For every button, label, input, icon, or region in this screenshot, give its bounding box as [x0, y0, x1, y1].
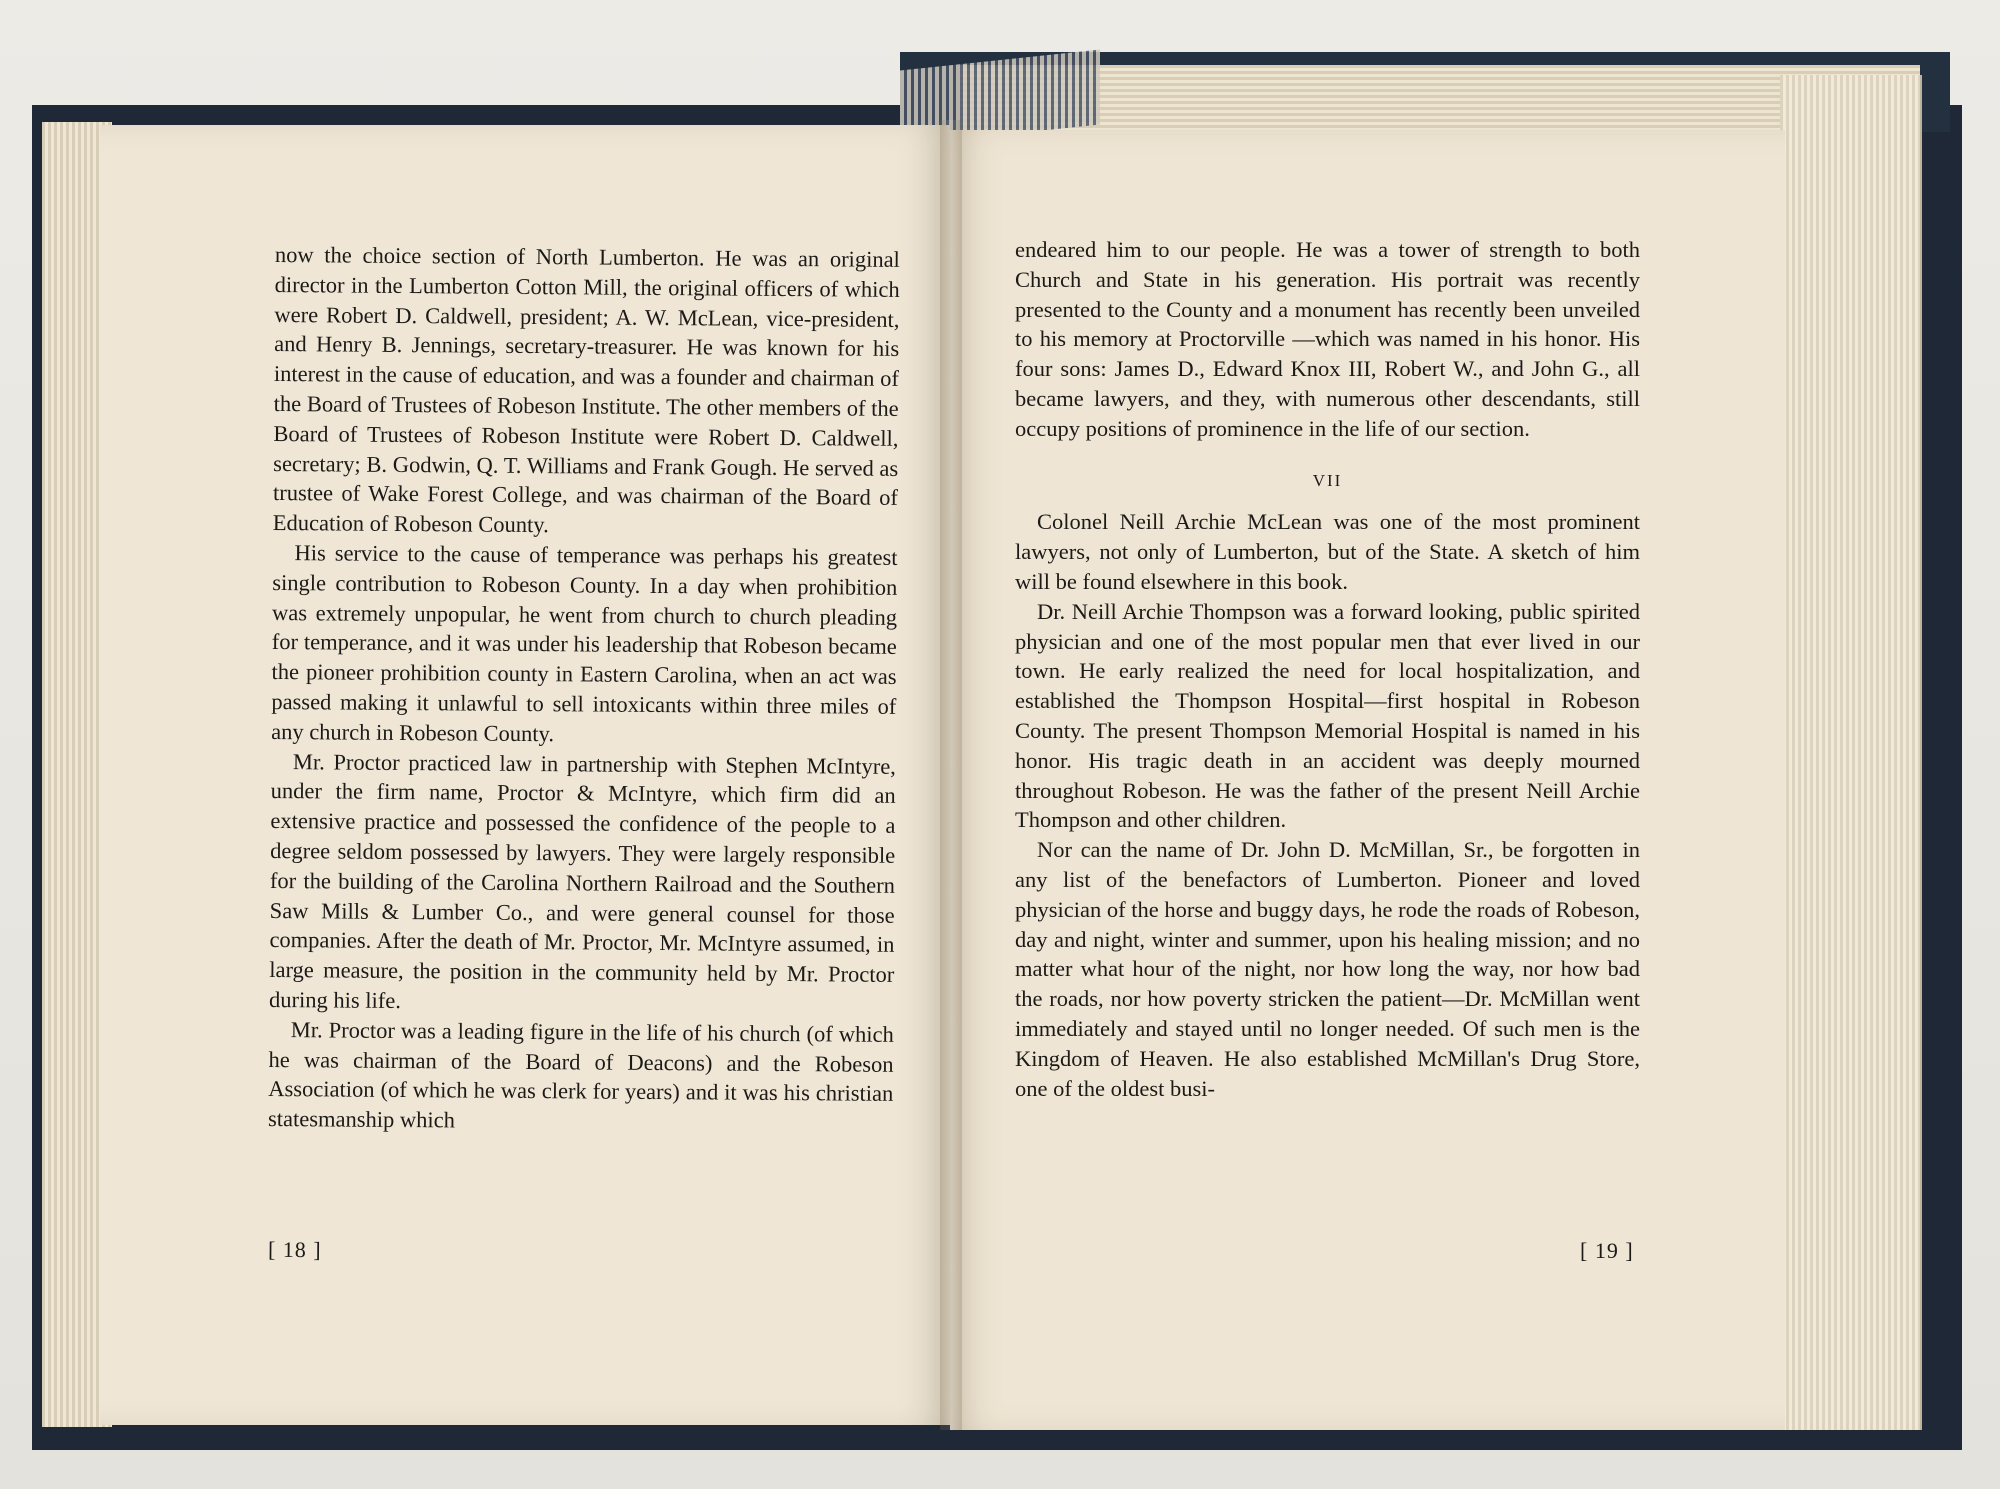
left-paragraph-4: Mr. Proctor was a leading figure in the life of his church (of which he was chairman of the Board of Deacons) and the Robeson Association (of which he was clerk for years) and it was his christian statesmanship which: [268, 1016, 894, 1133]
page-number-right: [ 19 ]: [1580, 1238, 1634, 1263]
left-paragraph-2: His service to the cause of temperance was perhaps his greatest single contribution to Robeson County. In a day when prohibition was extremely unpopular, he went from church to church pleading for temperance, and it was under his leadership that Robeson became the pioneer prohibition county in Eastern Carolina, when an act was passed making it unlawful to sell intoxicants within three miles of any church in Robeson County.: [271, 540, 898, 746]
page-number-left: [ 18 ]: [267, 1236, 322, 1263]
left-page: [100, 125, 950, 1425]
page-stack-right: [1780, 75, 1922, 1430]
left-paragraph-3: Mr. Proctor practiced law in partnership with Stephen McIntyre, under the firm name, Proctor & McIntyre, which firm did an extensive practice and possessed the confidence of the people to a degree seldom possessed by lawyers. They were largely responsible for the building of the Carolina Northern Railroad and the Southern Saw Mills & Lumber Co., and were general counsel for those companies. After the death of Mr. Proctor, Mr. McIntyre assumed, in large measure, the position in the community held by Mr. Proctor during his life.: [268, 748, 896, 1013]
left-page-body: [268, 240, 900, 1139]
right-paragraph-2: Colonel Neill Archie McLean was one of the most prominent lawyers, not only of Lumberton, but of the State. A sketch of him will be found elsewhere in this book.: [1015, 509, 1640, 594]
section-heading: VII: [1312, 470, 1343, 490]
book-gutter: [940, 120, 962, 1430]
page-stack-top: [960, 65, 1920, 133]
left-paragraph-1: now the choice section of North Lumberton. He was an original director in the Lumberton Cotton Mill, the original officers of which were Robert D. Caldwell, president; A. W. McLean, vice-president, and Henry B. Jennings, secretary-treasurer. He was known for his interest in the cause of education, and was a founder and chairman of the Board of Trustees of Robeson Institute. The other members of the Board of Trustees of Robeson Institute were Robert D. Caldwell, secretary; B. Godwin, Q. T. Williams and Frank Gough. He served as trustee of Wake Forest College, and was chairman of the Board of Education of Robeson County.: [272, 241, 900, 538]
right-paragraph-3: Dr. Neill Archie Thompson was a forward looking, public spirited physician and one of the most popular men that ever lived in our town. He early realized the need for local hospitalization, and established the Thompson Hospital—first hospital in Robeson County. The present Thompson Memorial Hospital is named in his honor. His tragic death in an accident was deeply mourned throughout Robeson. He was the father of the present Neill Archie Thompson and other children.: [1015, 598, 1640, 833]
right-page: [950, 130, 1785, 1430]
right-page-body: [1015, 235, 1640, 1103]
right-paragraph-1: endeared him to our people. He was a tower of strength to both Church and State in his generation. His portrait was recently presented to the County and a monument has recently been unveiled to his memory at Proctorville —which was named in his honor. His four sons: James D., Edward Knox III, Robert W., and John G., all became lawyers, and they, with numerous other descendants, still occupy positions of prominence in the life of our section.: [1015, 237, 1640, 441]
right-paragraph-4: Nor can the name of Dr. John D. McMillan, Sr., be forgotten in any list of the benefactors of Lumberton. Pioneer and loved physician of the horse and buggy days, he rode the roads of Robeson, day and night, winter and summer, upon his healing mission; and no matter what hour of the night, nor how long the way, nor how bad the roads, nor how poverty stricken the patient—Dr. McMillan went immediately and stayed until no longer needed. Of such men is the Kingdom of Heaven. He also established McMillan's Drug Store, one of the oldest busi-: [1015, 837, 1640, 1101]
